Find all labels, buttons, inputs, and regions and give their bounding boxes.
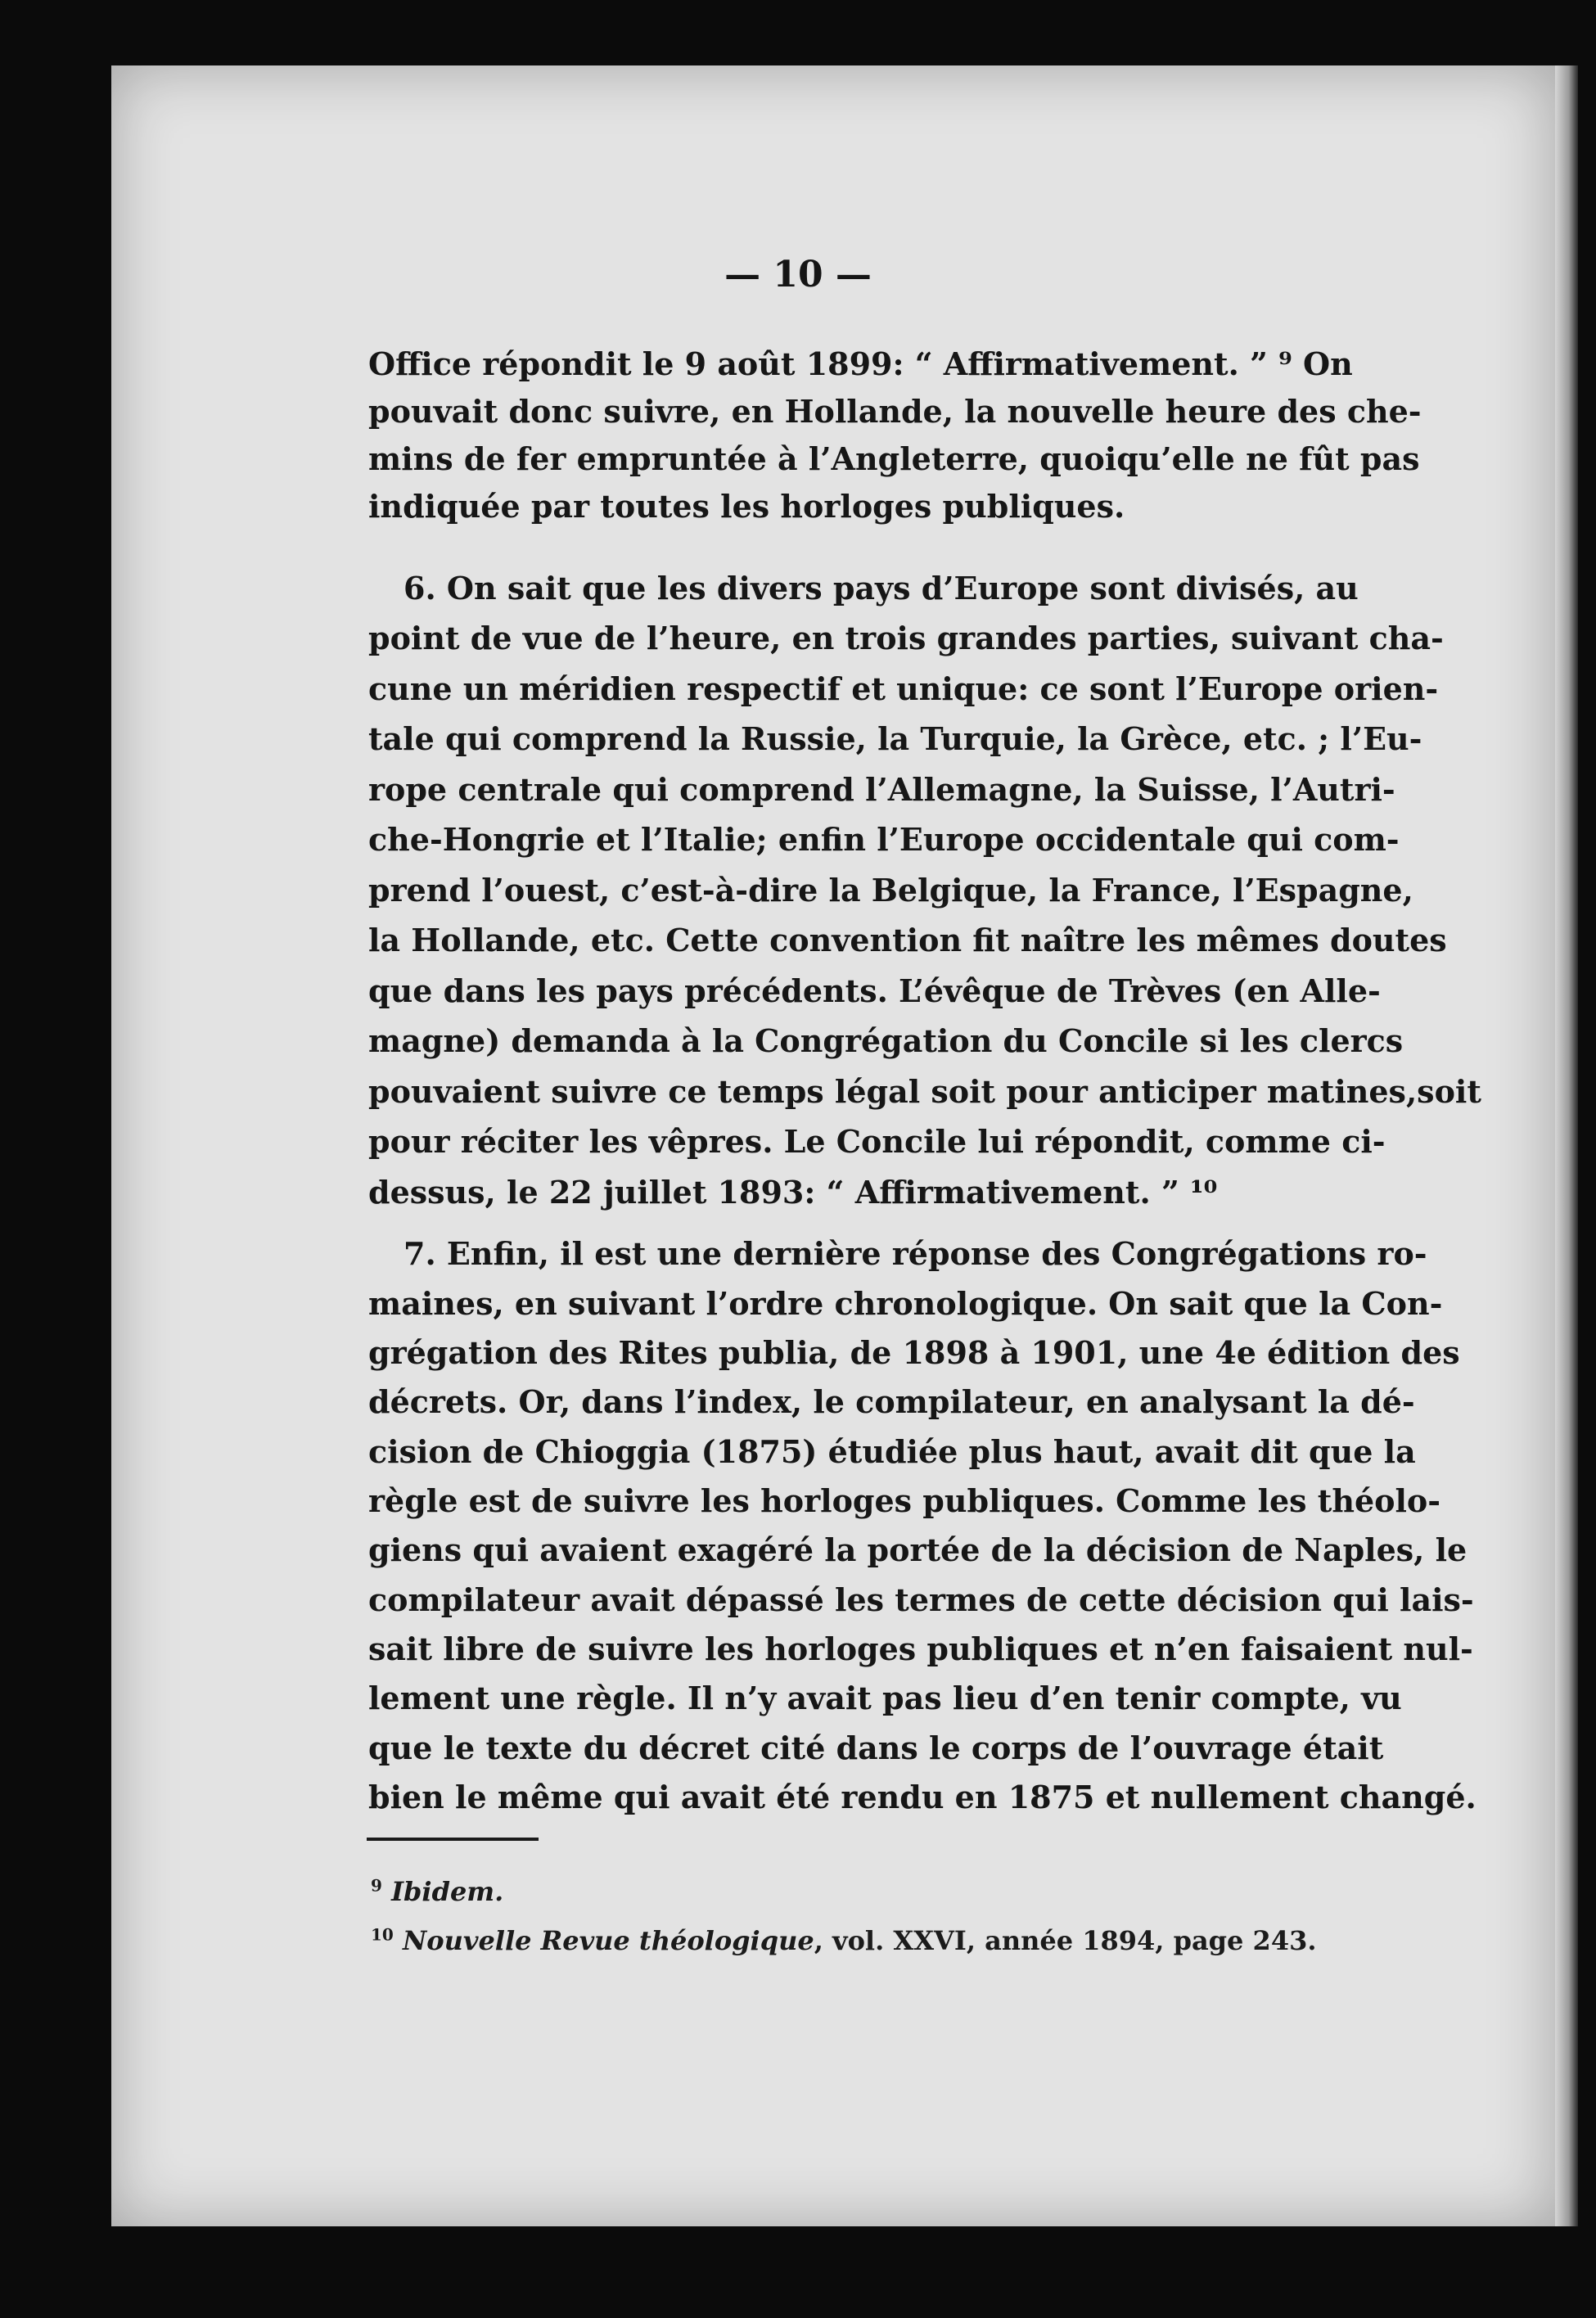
text-line: rope centrale qui comprend l’Allemagne, la Suisse, l’Autri- [368, 771, 1395, 808]
text-line: Office répondit le 9 août 1899: “ Affirmativement. ” ⁹ On [368, 345, 1353, 382]
text-line: cision de Chioggia (1875) étudiée plus haut, avait dit que la [368, 1433, 1416, 1470]
footnote-title: Nouvelle Revue théologique [402, 1925, 814, 1956]
text-line: magne) demanda à la Congrégation du Concile si les clercs [368, 1022, 1404, 1059]
text-line: décrets. Or, dans l’index, le compilateur, en analysant la dé- [368, 1383, 1415, 1420]
text-line: dessus, le 22 juillet 1893: “ Affirmativement. ” ¹⁰ [368, 1174, 1218, 1211]
footnote-mark: 9 [371, 1875, 382, 1896]
text-line: compilateur avait dépassé les termes de cette décision qui lais- [368, 1581, 1474, 1618]
text-line: pouvait donc suivre, en Hollande, la nouvelle heure des che- [368, 393, 1422, 430]
text-line: que le texte du décret cité dans le corps de l’ouvrage était [368, 1729, 1384, 1766]
text-line: mins de fer empruntée à l’Angleterre, quoiqu’elle ne fût pas [368, 440, 1420, 477]
footnote-mark: 10 [371, 1924, 394, 1945]
text-line: règle est de suivre les horloges publiques. Comme les théolo- [368, 1482, 1441, 1519]
text-line: indiquée par toutes les horloges publiques. [368, 488, 1125, 525]
footnote [371, 1874, 503, 1909]
text-line: grégation des Rites publia, de 1898 à 1901, une 4e édition des [368, 1334, 1460, 1371]
footnote [371, 1923, 1316, 1958]
footnote-rule [367, 1838, 539, 1841]
text-line: que dans les pays précédents. L’évêque de Trèves (en Alle- [368, 972, 1381, 1009]
text-line: 7. Enfin, il est une dernière réponse des Congrégations ro- [404, 1235, 1427, 1272]
page-number: — 10 — [724, 254, 872, 295]
text-line: 6. On sait que les divers pays d’Europe sont divisés, au [404, 570, 1359, 607]
text-line: la Hollande, etc. Cette convention fit naître les mêmes doutes [368, 922, 1447, 958]
text-line: pouvaient suivre ce temps légal soit pour anticiper matines,soit [368, 1073, 1481, 1110]
footnote-text: , vol. XXVI, année 1894, page 243. [814, 1925, 1317, 1956]
footnote-title: Ibidem. [391, 1876, 504, 1907]
text-line: cune un méridien respectif et unique: ce sont l’Europe orien- [368, 670, 1439, 707]
text-line: giens qui avaient exagéré la portée de la décision de Naples, le [368, 1531, 1468, 1568]
text-line: bien le même qui avait été rendu en 1875 et nullement changé. [368, 1779, 1477, 1815]
text-line: tale qui comprend la Russie, la Turquie, la Grèce, etc. ; l’Eu- [368, 720, 1422, 757]
text-line: maines, en suivant l’ordre chronologique. On sait que la Con- [368, 1285, 1443, 1322]
text-line: prend l’ouest, c’est-à-dire la Belgique, la France, l’Espagne, [368, 872, 1413, 909]
text-line: lement une règle. Il n’y avait pas lieu d’en tenir compte, vu [368, 1680, 1402, 1716]
text-line: pour réciter les vêpres. Le Concile lui répondit, comme ci- [368, 1123, 1386, 1160]
text-line: point de vue de l’heure, en trois grandes parties, suivant cha- [368, 620, 1444, 656]
text-line: sait libre de suivre les horloges publiques et n’en faisaient nul- [368, 1630, 1473, 1667]
page-edge [1555, 65, 1578, 2226]
text-line: che-Hongrie et l’Italie; enfin l’Europe occidentale qui com- [368, 821, 1400, 858]
